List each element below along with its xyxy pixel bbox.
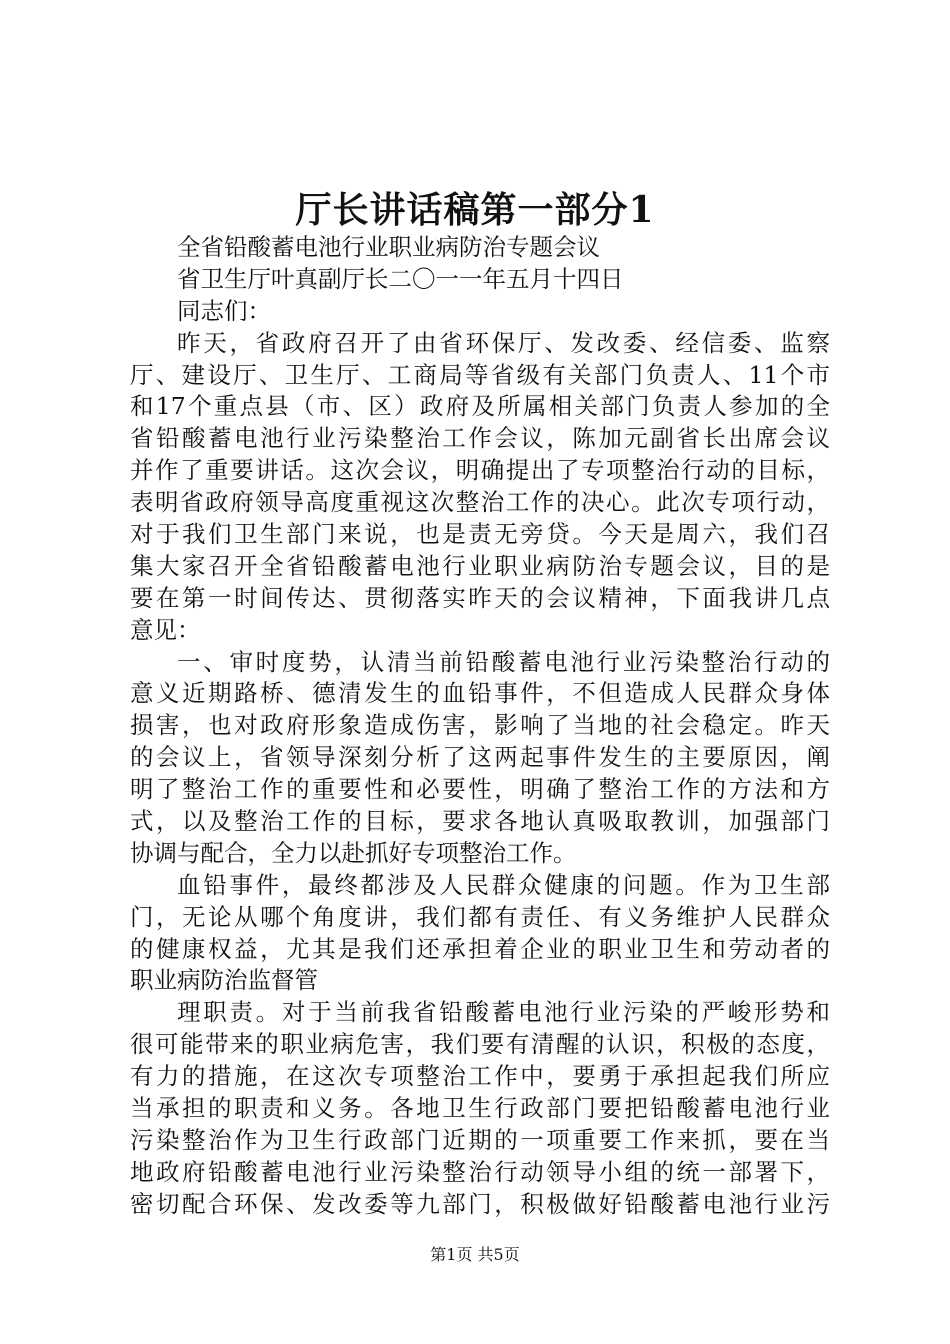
text-line: 有力的措施，在这次专项整治工作中，要勇于承担起我们所应 xyxy=(130,1062,830,1091)
text-line: 很可能带来的职业病危害，我们要有清醒的认识，积极的态度， xyxy=(130,1030,830,1059)
text-line: 同志们： xyxy=(177,296,271,325)
page-footer: 第1页 共5页 xyxy=(430,1245,520,1264)
text-line: 并作了重要讲话。这次会议，明确提出了专项整治行动的目标， xyxy=(130,456,830,485)
text-line: 的会议上，省领导深刻分析了这两起事件发生的主要原因，阐 xyxy=(130,743,830,772)
text-line: 职业病防治监督管 xyxy=(130,966,318,995)
text-line: 省铅酸蓄电池行业污染整治工作会议，陈加元副省长出席会议 xyxy=(130,424,830,453)
document-body xyxy=(130,232,830,1221)
text-line: 厅、建设厅、卫生厅、工商局等省级有关部门负责人、11个市 xyxy=(130,360,830,389)
text-line: 表明省政府领导高度重视这次整治工作的决心。此次专项行动， xyxy=(130,488,830,517)
text-line: 污染整治作为卫生行政部门近期的一项重要工作来抓，要在当 xyxy=(130,1125,830,1154)
text-line: 损害，也对政府形象造成伤害，影响了当地的社会稳定。昨天 xyxy=(130,711,830,740)
text-line: 要在第一时间传达、贯彻落实昨天的会议精神，下面我讲几点 xyxy=(130,583,830,612)
text-line: 和17个重点县（市、区）政府及所属相关部门负责人参加的全 xyxy=(130,392,830,421)
text-line: 昨天，省政府召开了由省环保厅、发改委、经信委、监察 xyxy=(177,328,830,357)
text-line: 式，以及整治工作的目标，要求各地认真吸取教训，加强部门 xyxy=(130,807,830,836)
text-line: 血铅事件，最终都涉及人民群众健康的问题。作为卫生部 xyxy=(177,870,830,899)
text-line: 明了整治工作的重要性和必要性，明确了整治工作的方法和方 xyxy=(130,775,830,804)
text-line: 意见： xyxy=(130,615,201,644)
text-line: 门，无论从哪个角度讲，我们都有责任、有义务维护人民群众 xyxy=(130,902,830,931)
text-line: 意义近期路桥、德清发生的血铅事件，不但造成人民群众身体 xyxy=(130,679,830,708)
text-line: 当承担的职责和义务。各地卫生行政部门要把铅酸蓄电池行业 xyxy=(130,1094,830,1123)
text-line: 地政府铅酸蓄电池行业污染整治行动领导小组的统一部署下， xyxy=(130,1157,830,1186)
text-line: 集大家召开全省铅酸蓄电池行业职业病防治专题会议，目的是 xyxy=(130,551,830,580)
text-line: 密切配合环保、发改委等九部门，积极做好铅酸蓄电池行业污 xyxy=(130,1189,830,1218)
text-line: 一、审时度势，认清当前铅酸蓄电池行业污染整治行动的 xyxy=(177,647,830,676)
text-line: 全省铅酸蓄电池行业职业病防治专题会议 xyxy=(177,233,600,261)
text-line: 理职责。对于当前我省铅酸蓄电池行业污染的严峻形势和 xyxy=(177,998,830,1027)
text-line: 的健康权益，尤其是我们还承担着企业的职业卫生和劳动者的 xyxy=(130,934,830,963)
text-line: 省卫生厅叶真副厅长二〇一一年五月十四日 xyxy=(177,264,624,293)
document-title: 厅长讲话稿第一部分1 xyxy=(295,189,655,231)
text-line: 协调与配合，全力以赴抓好专项整治工作。 xyxy=(130,838,577,867)
text-line: 对于我们卫生部门来说，也是责无旁贷。今天是周六，我们召 xyxy=(130,520,830,549)
